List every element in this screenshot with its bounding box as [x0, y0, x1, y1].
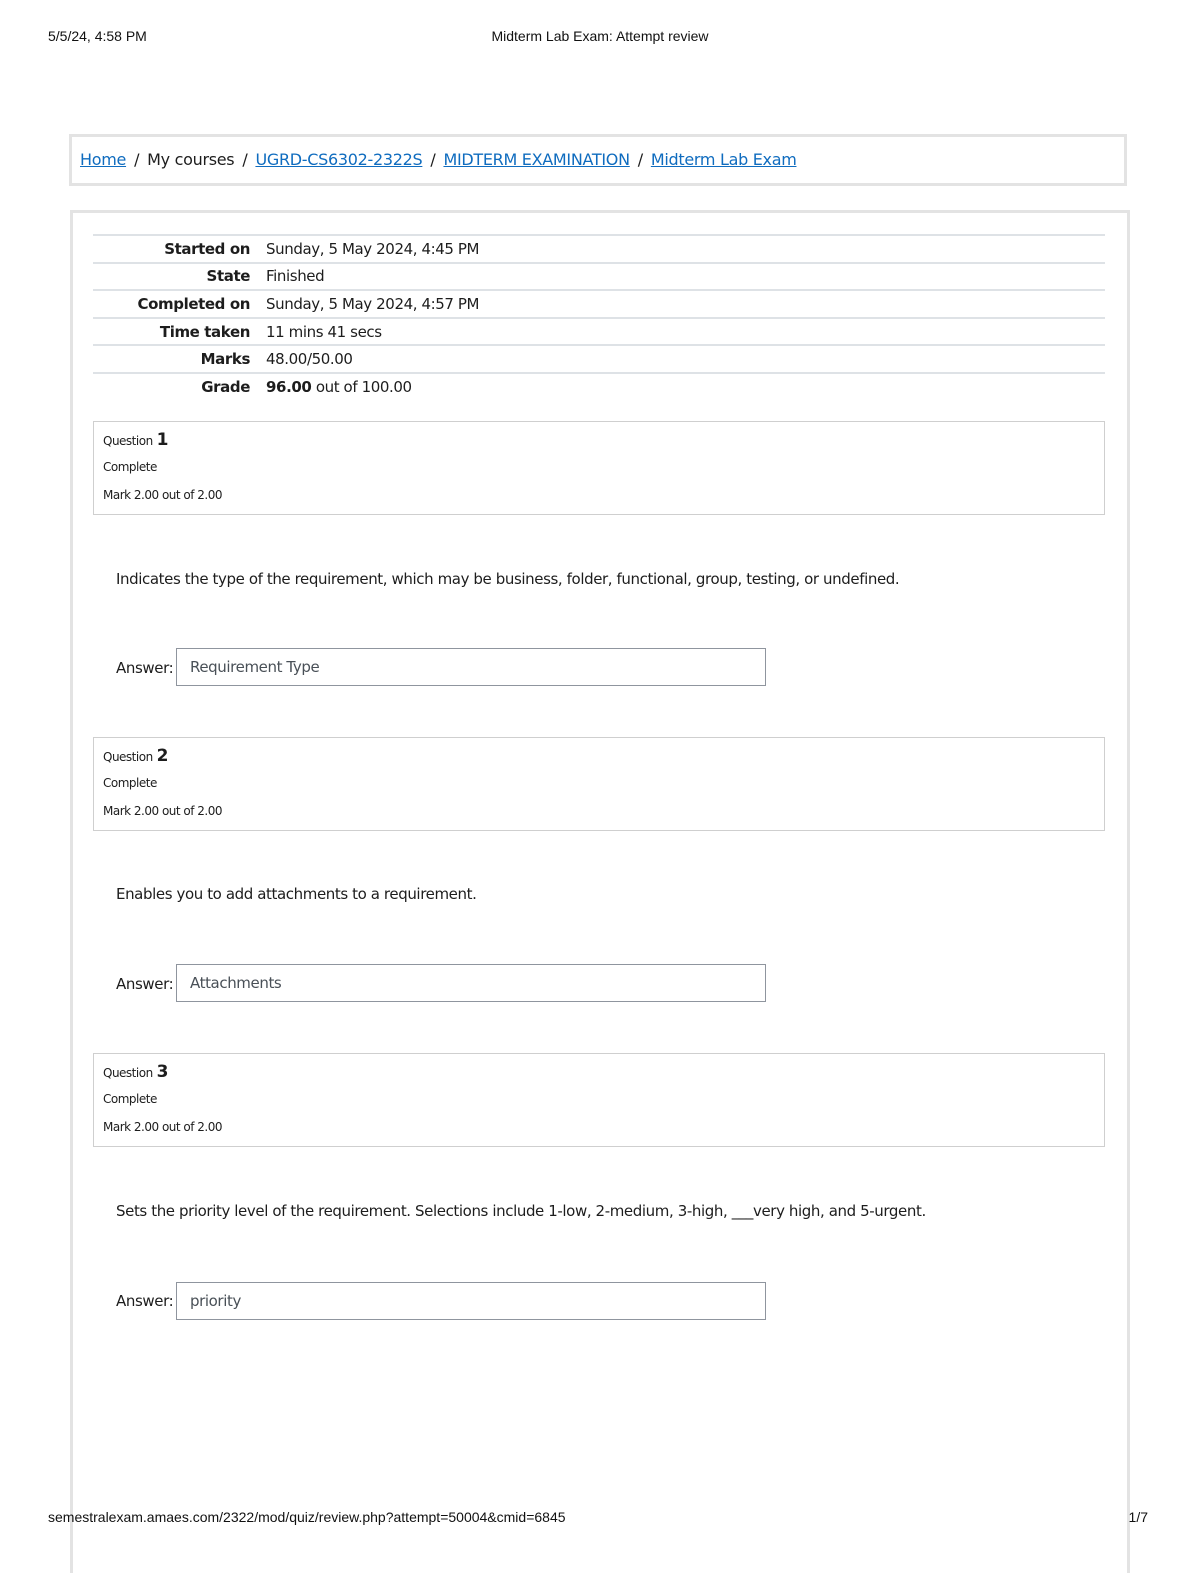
summary-value [266, 373, 1105, 401]
grade-suffix: out of 100.00 [311, 378, 412, 397]
breadcrumb-separator: / [242, 150, 248, 169]
question-number: 2 [156, 746, 169, 766]
question-number-line [103, 746, 168, 766]
summary-row-grade [93, 373, 1105, 401]
question-mark: Mark 2.00 out of 2.00 [103, 488, 223, 502]
attempt-summary-table [93, 234, 1105, 401]
question-prefix: Question [103, 1066, 153, 1080]
summary-label: Marks [200, 350, 250, 369]
breadcrumb-separator: / [134, 150, 140, 169]
summary-label: Time taken [159, 322, 250, 341]
question-number: 1 [156, 430, 169, 450]
summary-row-marks [93, 345, 1105, 373]
answer-value: Requirement Type [190, 658, 320, 676]
question-prefix: Question [103, 434, 153, 448]
summary-value: Sunday, 5 May 2024, 4:45 PM [266, 239, 480, 258]
breadcrumb-separator: / [430, 150, 436, 169]
question-mark: Mark 2.00 out of 2.00 [103, 804, 223, 818]
question-number-line [103, 1062, 168, 1082]
print-header [0, 28, 1200, 48]
summary-value: Sunday, 5 May 2024, 4:57 PM [266, 294, 480, 313]
breadcrumb-course-link[interactable]: UGRD-CS6302-2322S [255, 150, 423, 169]
summary-label: State [206, 267, 250, 286]
question-info [93, 421, 1105, 515]
summary-label: Started on [164, 239, 250, 258]
summary-label: Grade [201, 378, 250, 397]
print-footer [0, 1509, 1200, 1529]
summary-label: Completed on [137, 294, 250, 313]
print-page-number: 1/7 [1128, 1509, 1148, 1525]
question-info [93, 1053, 1105, 1147]
print-url: semestralexam.amaes.com/2322/mod/quiz/review.php?attempt=50004&cmid=6845 [48, 1509, 566, 1525]
question-prefix: Question [103, 750, 153, 764]
answer-field[interactable] [176, 648, 766, 686]
question-number-line [103, 430, 168, 450]
summary-row-time-taken [93, 318, 1105, 346]
answer-value: priority [190, 1292, 241, 1310]
print-title: Midterm Lab Exam: Attempt review [491, 28, 709, 44]
summary-row-state [93, 263, 1105, 291]
question-state: Complete [103, 776, 157, 790]
breadcrumb-section-link[interactable]: MIDTERM EXAMINATION [443, 150, 630, 169]
question-state: Complete [103, 460, 157, 474]
question-mark: Mark 2.00 out of 2.00 [103, 1120, 223, 1134]
breadcrumb-container [69, 134, 1127, 186]
answer-label: Answer: [116, 975, 174, 993]
question-info [93, 737, 1105, 831]
question-text: Enables you to add attachments to a requirement. [116, 885, 477, 903]
breadcrumb-separator: / [637, 150, 643, 169]
answer-field[interactable] [176, 964, 766, 1002]
grade-value: 96.00 [266, 378, 312, 397]
answer-label: Answer: [116, 659, 174, 677]
question-text: Indicates the type of the requirement, which may be business, folder, functional, group, testing, or undefined. [116, 570, 900, 588]
breadcrumb [80, 150, 796, 169]
breadcrumb-activity-link[interactable]: Midterm Lab Exam [650, 150, 797, 169]
question-state: Complete [103, 1092, 157, 1106]
answer-label: Answer: [116, 1292, 174, 1310]
summary-value: Finished [266, 267, 325, 286]
answer-value: Attachments [190, 974, 282, 992]
breadcrumb-home-link[interactable]: Home [80, 150, 127, 169]
summary-value: 48.00/50.00 [266, 350, 353, 369]
print-datetime: 5/5/24, 4:58 PM [48, 28, 147, 44]
question-text: Sets the priority level of the requirement. Selections include 1-low, 2-medium, 3-high, ___very high, and 5-urgent. [116, 1202, 926, 1220]
question-number: 3 [156, 1062, 169, 1082]
answer-field[interactable] [176, 1282, 766, 1320]
breadcrumb-my-courses: My courses [147, 150, 235, 169]
summary-row-completed [93, 290, 1105, 318]
summary-value: 11 mins 41 secs [266, 322, 382, 341]
summary-row-started [93, 235, 1105, 263]
